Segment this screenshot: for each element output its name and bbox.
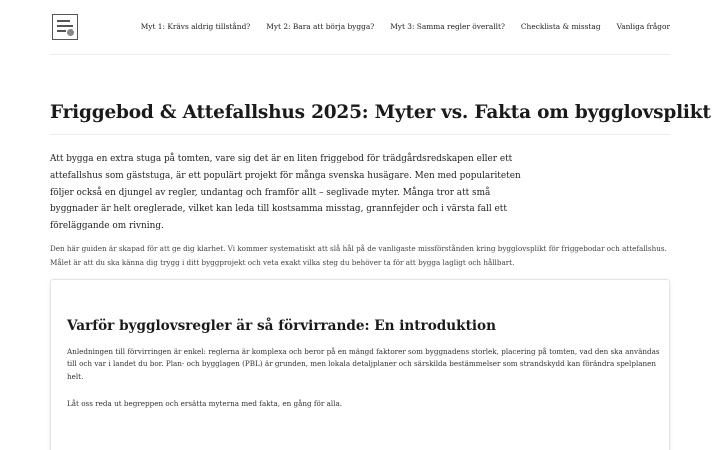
document-icon[interactable]	[52, 14, 78, 40]
intro-card	[50, 279, 670, 450]
nav-myth-1[interactable]: Myt 1: Krävs aldrig tillstånd?	[140, 22, 251, 31]
header-divider	[50, 54, 670, 55]
page-title: Friggebod & Attefallshus 2025: Myter vs. Fakta om bygglovsplikt	[50, 102, 711, 123]
title-divider	[50, 134, 670, 135]
logo-line	[57, 30, 66, 32]
nav-myth-3[interactable]: Myt 3: Samma regler överallt?	[390, 22, 505, 31]
guide-paragraph: Den här guiden är skapad för att ge dig klarhet. Vi kommer systematiskt att slå hål på de vanligaste missförstånden kring bygglovsplikt för friggebodar och attefallshus. Målet är att du ska känna dig trygg i ditt byggprojekt och veta exakt vilka steg du behöver ta för att bygga lagligt och hållbart.	[50, 244, 667, 267]
logo-line	[57, 25, 73, 27]
nav-faq[interactable]: Vanliga frågor	[616, 22, 670, 31]
site-header	[0, 0, 720, 54]
nav-myth-2[interactable]: Myt 2: Bara att börja bygga?	[266, 22, 375, 31]
logo-line	[57, 20, 70, 22]
section-paragraph: Låt oss reda ut begreppen och ersätta myterna med fakta, en gång för alla.	[67, 399, 343, 408]
section-paragraph: Anledningen till förvirringen är enkel: reglerna är komplexa och beror på en mängd faktorer som byggnadens storlek, placering på tomten, vad den ska användas till och var i landet du bor. Plan- och bygglagen (PBL) är grunden, men lokala detaljplaner och särskilda bestämmelser som strandskydd kan förändra spelplanen helt.	[67, 347, 660, 381]
main-nav	[141, 22, 670, 31]
section-heading: Varför bygglovsregler är så förvirrande: En introduktion	[67, 318, 496, 334]
nav-checklist[interactable]: Checklista & misstag	[520, 22, 601, 31]
logo-dot	[67, 29, 74, 36]
intro-paragraph: Att bygga en extra stuga på tomten, vare sig det är en liten friggebod för trädgårdsredskapen eller ett attefallshus som gäststuga, är ett populärt projekt för många svenska husägare. Men med populariteten följer också en djungel av regler, undantag och framför allt – seglivade myter. Många tror att små byggnader är helt oreglerade, vilket kan leda till kostsamma misstag, grannfejder och i värsta fall ett föreläggande om rivning.	[50, 154, 521, 232]
